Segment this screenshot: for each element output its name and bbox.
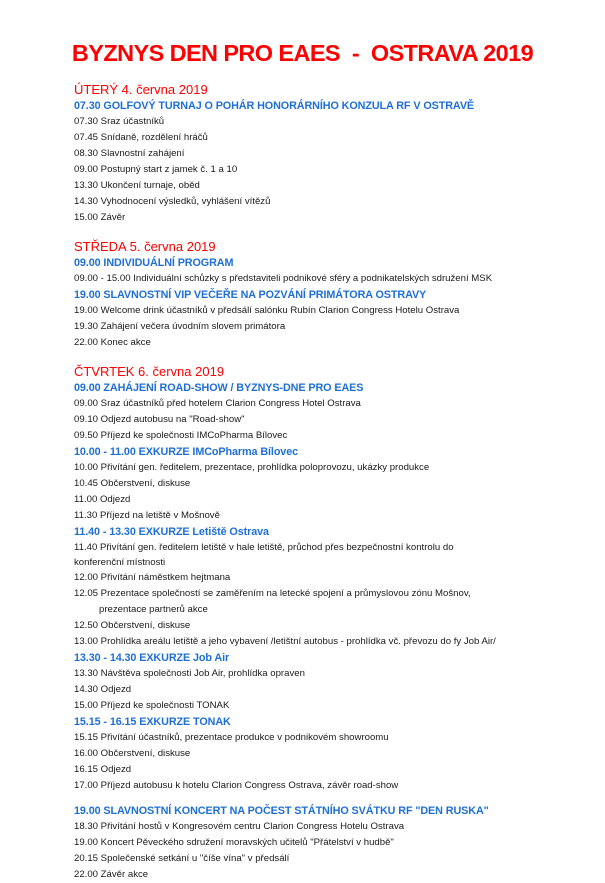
program-item: 12.50 Občerstvení, diskuse <box>74 620 191 631</box>
program-item: 13.00 Prohlídka areálu letiště a jeho vybavení /letištní autobus - prohlídka vč. převozu do fy Job Air/ <box>74 636 496 647</box>
program-item: 19.30 Zahájení večera úvodním slovem primátora <box>74 321 286 332</box>
document-title: BYZNYS DEN PRO EAES - OSTRAVA 2019 <box>71 40 534 66</box>
program-item: 08.30 Slavnostní zahájení <box>74 148 185 159</box>
program-item: 12.00 Přivítání náměstkem hejtmana <box>74 572 231 583</box>
program-item: 11.30 Příjezd na letiště v Mošnově <box>74 510 220 521</box>
section-heading-imcopharma: 10.00 - 11.00 EXKURZE IMCoPharma Bílovec <box>74 446 299 458</box>
program-item-continuation: prezentace partnerů akce <box>99 604 208 615</box>
program-item: 09.00 Postupný start z jamek č. 1 a 10 <box>74 164 238 175</box>
program-item: 09.50 Příjezd ke společnosti IMCoPharma Bílovec <box>74 430 288 441</box>
program-item: 13.30 Ukončení turnaje, oběd <box>74 180 200 191</box>
program-item: 13.30 Návštěva společnosti Job Air, prohlídka opraven <box>74 668 305 679</box>
program-item: 16.15 Odjezd <box>74 764 132 775</box>
program-item: 11.00 Odjezd <box>74 494 131 505</box>
section-heading-vip-dinner: 19.00 SLAVNOSTNÍ VIP VEČEŘE NA POZVÁNÍ PRIMÁTORA OSTRAVY <box>74 289 427 301</box>
program-item: 18.30 Přivítání hostů v Kongresovém centru Clarion Congress Hotelu Ostrava <box>74 821 405 832</box>
program-item: 14.30 Odjezd <box>74 684 132 695</box>
day-heading-wednesday: STŘEDA 5. června 2019 <box>74 239 216 254</box>
program-item: 16.00 Občerstvení, diskuse <box>74 748 191 759</box>
program-item: 17.00 Příjezd autobusu k hotelu Clarion Congress Ostrava, závěr road-show <box>74 780 399 791</box>
program-item: 19.00 Welcome drink účastníků v předsálí salónku Rubín Clarion Congress Hotelu Ostrava <box>74 305 460 316</box>
day-heading-thursday: ČTVRTEK 6. června 2019 <box>74 364 225 379</box>
section-heading-individual-program: 09.00 INDIVIDUÁLNÍ PROGRAM <box>74 257 234 269</box>
program-item: 12.05 Prezentace společností se zaměřením na letecké spojení a průmyslovou zónu Mošnov, <box>74 588 471 599</box>
program-item: 22.00 Závěr akce <box>74 869 149 880</box>
program-item: 14.30 Vyhodnocení výsledků, vyhlášení vítězů <box>74 196 271 207</box>
program-item: 09.00 Sraz účastníků před hotelem Clarion Congress Hotel Ostrava <box>74 398 361 409</box>
program-item: 15.00 Příjezd ke společnosti TONAK <box>74 700 230 711</box>
section-heading-concert: 19.00 SLAVNOSTNÍ KONCERT NA POČEST STÁTNÍHO SVÁTKU RF "DEN RUSKA" <box>74 805 489 817</box>
program-item: 09.00 - 15.00 Individuální schůzky s představiteli podnikové sféry a podnikatelských sdružení MSK <box>74 273 493 284</box>
program-item: 15.00 Závěr <box>74 212 126 223</box>
program-item: 19.00 Koncert Pěveckého sdružení moravských učitelů "Přátelství v hudbě" <box>74 837 394 848</box>
program-item: 10.00 Přivítání gen. ředitelem, prezentace, prohlídka poloprovozu, ukázky produkce <box>74 462 430 473</box>
program-item: 11.40 Přivítání gen. ředitelem letiště v hale letiště, průchod přes bezpečnostní kontrolu do konferenční místnosti <box>74 542 454 568</box>
program-item: 22.00 Konec akce <box>74 337 151 348</box>
day-heading-tuesday: ÚTERÝ 4. června 2019 <box>74 82 208 97</box>
program-content <box>74 82 594 883</box>
program-item: 07.45 Snídaně, rozdělení hráčů <box>74 132 208 143</box>
program-item: 09.10 Odjezd autobusu na "Road-show" <box>74 414 245 425</box>
program-item: 07.30 Sraz účastníků <box>74 116 165 127</box>
section-heading-airport: 11.40 - 13.30 EXKURZE Letiště Ostrava <box>74 526 269 538</box>
section-heading-tonak: 15.15 - 16.15 EXKURZE TONAK <box>74 716 231 728</box>
section-heading-job-air: 13.30 - 14.30 EXKURZE Job Air <box>74 652 230 664</box>
program-item: 20.15 Společenské setkání u "číše vína" v předsálí <box>74 853 290 864</box>
program-item: 15.15 Přivítání účastníků, prezentace produkce v podnikovém showroomu <box>74 732 389 743</box>
section-heading-golf: 07.30 GOLFOVÝ TURNAJ O POHÁR HONORÁRNÍHO KONZULA RF V OSTRAVĚ <box>74 100 475 112</box>
section-heading-road-show: 09.00 ZAHÁJENÍ ROAD-SHOW / BYZNYS-DNE PRO EAES <box>74 382 364 394</box>
program-item: 10.45 Občerstvení, diskuse <box>74 478 191 489</box>
